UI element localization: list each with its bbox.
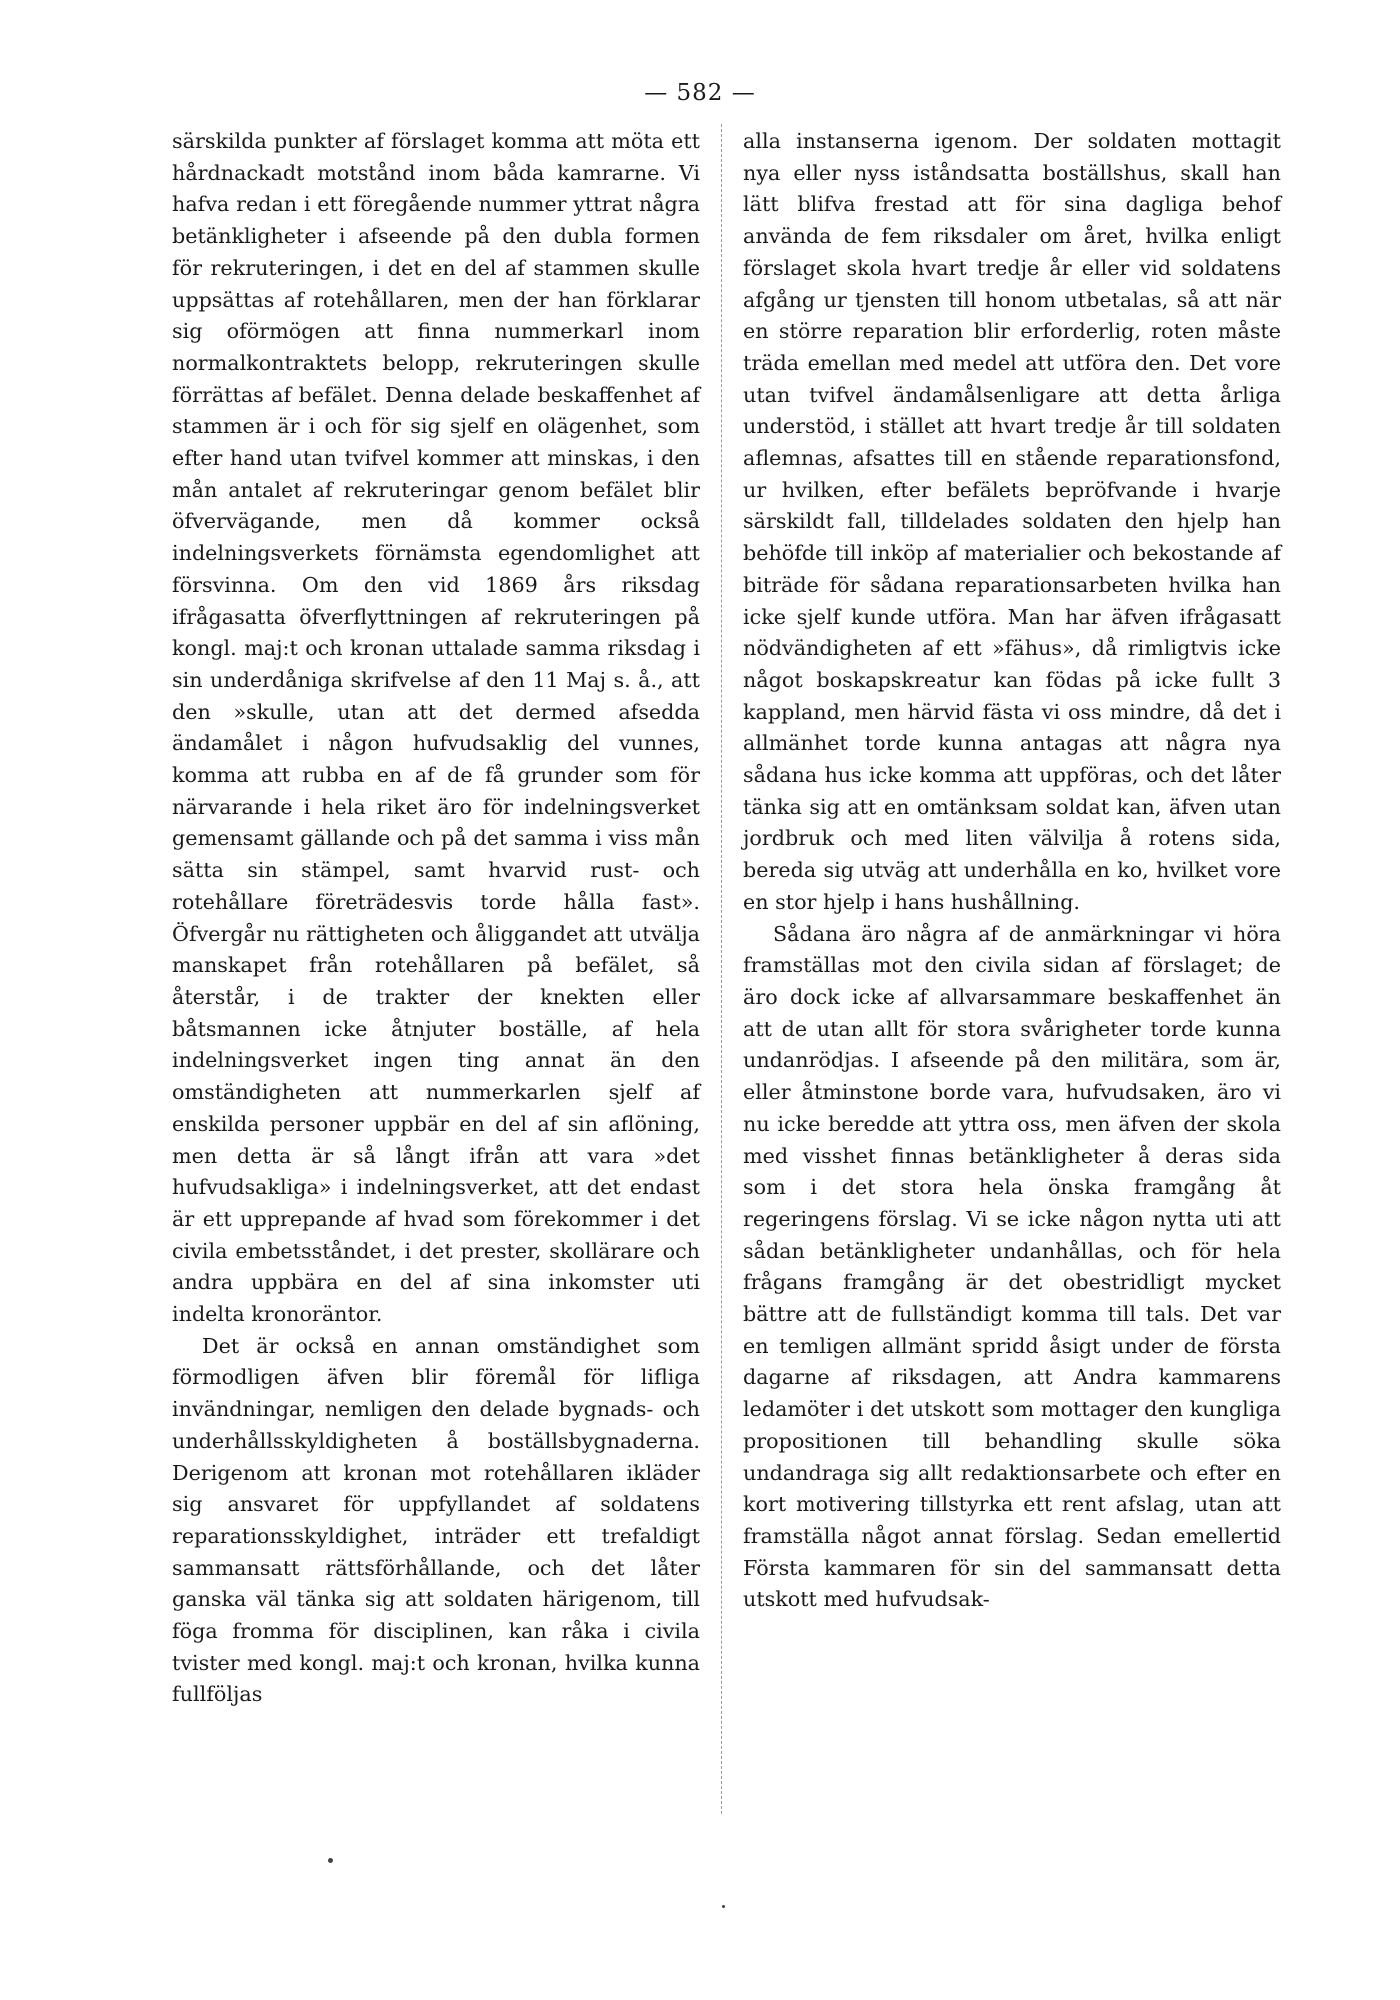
right-column [743, 126, 1281, 1826]
paragraph: alla instanserna igenom. Der soldaten mottagit nya eller nyss iståndsatta boställshus, skall han lätt blifva frestad att för sina dagliga behof använda de fem riksdaler om året, hvilka enligt förslaget skola hvart tredje år eller vid soldatens afgång ur tjensten till honom utbetalas, så att när en större reparation blir erforderlig, roten måste träda emellan med medel att utföra den. Det vore utan tvifvel ändamålsenligare att detta årliga understöd, i stället att hvart tredje år till soldaten aflemnas, afsattes till en stående reparationsfond, ur hvilken, efter befälets bepröfvande i hvarje särskildt fall, tilldelades soldaten den hjelp han behöfde till inköp af materialier och bekostande af biträde för sådana reparationsarbeten hvilka han icke sjelf kunde utföra. Man har äfven ifrågasatt nödvändigheten af ett »fähus», då rimligtvis icke något boskapskreatur kan födas på icke fullt 3 kappland, men härvid fästa vi oss mindre, då det i allmänhet torde kunna antagas att några nya sådana hus icke komma att uppföras, och det låter tänka sig att en omtänksam soldat kan, äfven utan jordbruk och med liten välvilja å rotens sida, bereda sig utväg att underhålla en ko, hvilket vore en stor hjelp i hans hushållning. [743, 129, 1281, 914]
left-column [172, 126, 700, 1826]
print-speck [722, 1905, 725, 1908]
page-number: — 582 — [644, 80, 756, 106]
paragraph: Sådana äro några af de anmärkningar vi höra framställas mot den civila sidan af förslaget; de äro dock icke af allvarsammare beskaffenhet än att de utan allt för stora svårigheter torde kunna undanrödjas. I afseende på den militära, som är, eller åtminstone borde vara, hufvudsaken, äro vi nu icke beredde att yttra oss, men äfven der skola med visshet finnas betänkligheter å deras sida som i det stora hela önska framgång åt regeringens förslag. Vi se icke någon nytta uti att sådan betänkligheter undanhållas, och för hela frågans framgång är det obestridligt mycket bättre att de fullständigt komma till tals. Det var en temligen allmänt spridd åsigt under de första dagarne af riksdagen, att Andra kammarens ledamöter i det utskott som mottager den kungliga propositionen till behandling skulle söka undandraga sig allt redaktionsarbete och efter en kort motivering tillstyrka ett rent afslag, utan att framställa något annat förslag. Sedan emellertid Första kammaren för sin del sammansatt detta utskott med hufvudsak- [743, 921, 1281, 1612]
paragraph: Det är också en annan omständighet som förmodligen äfven blir föremål för lifliga invändningar, nemligen den delade bygnads- och underhållsskyldigheten å boställsbygnaderna. Derigenom att kronan mot rotehållaren ikläder sig ansvaret för uppfyllandet af soldatens reparationsskyldighet, inträder ett trefaldigt sammansatt rättsförhållande, och det låter ganska väl tänka sig att soldaten härigenom, till föga fromma för disciplinen, kan råka i civila tvister med kongl. maj:t och kronan, hvilka kunna fullföljas [172, 1333, 700, 1707]
column-divider [721, 124, 722, 1814]
paragraph: särskilda punkter af förslaget komma att möta ett hårdnackadt motstånd inom båda kamrarne. Vi hafva redan i ett föregående nummer yttrat några betänkligheter i afseende på den dubla formen för rekruteringen, i det en del af stammen skulle uppsättas af rotehållaren, men der han förklarar sig oförmögen att finna nummerkarl inom normalkontraktets belopp, rekruteringen skulle förrättas af befälet. Denna delade beskaffenhet af stammen är i och för sig sjelf en olägenhet, som efter hand utan tvifvel kommer att minskas, i den mån antalet af rekruteringar genom befälet blir öfvervägande, men då kommer också indelningsverkets förnämsta egendomlighet att försvinna. Om den vid 1869 års riksdag ifrågasatta öfverflyttningen af rekruteringen på kongl. maj:t och kronan uttalade samma riksdag i sin underdåniga skrifvelse af den 11 Maj s. å., att den »skulle, utan att det dermed afsedda ändamålet i någon hufvudsaklig del vunnes, komma att rubba en af de få grunder som för närvarande i hela riket äro för indelningsverket gemensamt gällande och på det samma i viss mån sätta sin stämpel, samt hvarvid rust- och rotehållare företrädesvis torde hålla fast». Öfvergår nu rättigheten och åliggandet att utvälja manskapet från rotehållaren på befälet, så återstår, i de trakter der knekten eller båtsmannen icke åtnjuter boställe, af hela indelningsverket ingen ting annat än den omständigheten att nummerkarlen sjelf af enskilda personer uppbär en del af sin aflöning, men detta är så långt ifrån att vara »det hufvudsakliga» i indelningsverket, att det endast är ett upprepande af hvad som förekommer i det civila embetsståndet, i det prester, skollärare och andra uppbära en del af sina inkomster uti indelta kronoräntor. [172, 129, 700, 1327]
print-speck [328, 1858, 333, 1863]
